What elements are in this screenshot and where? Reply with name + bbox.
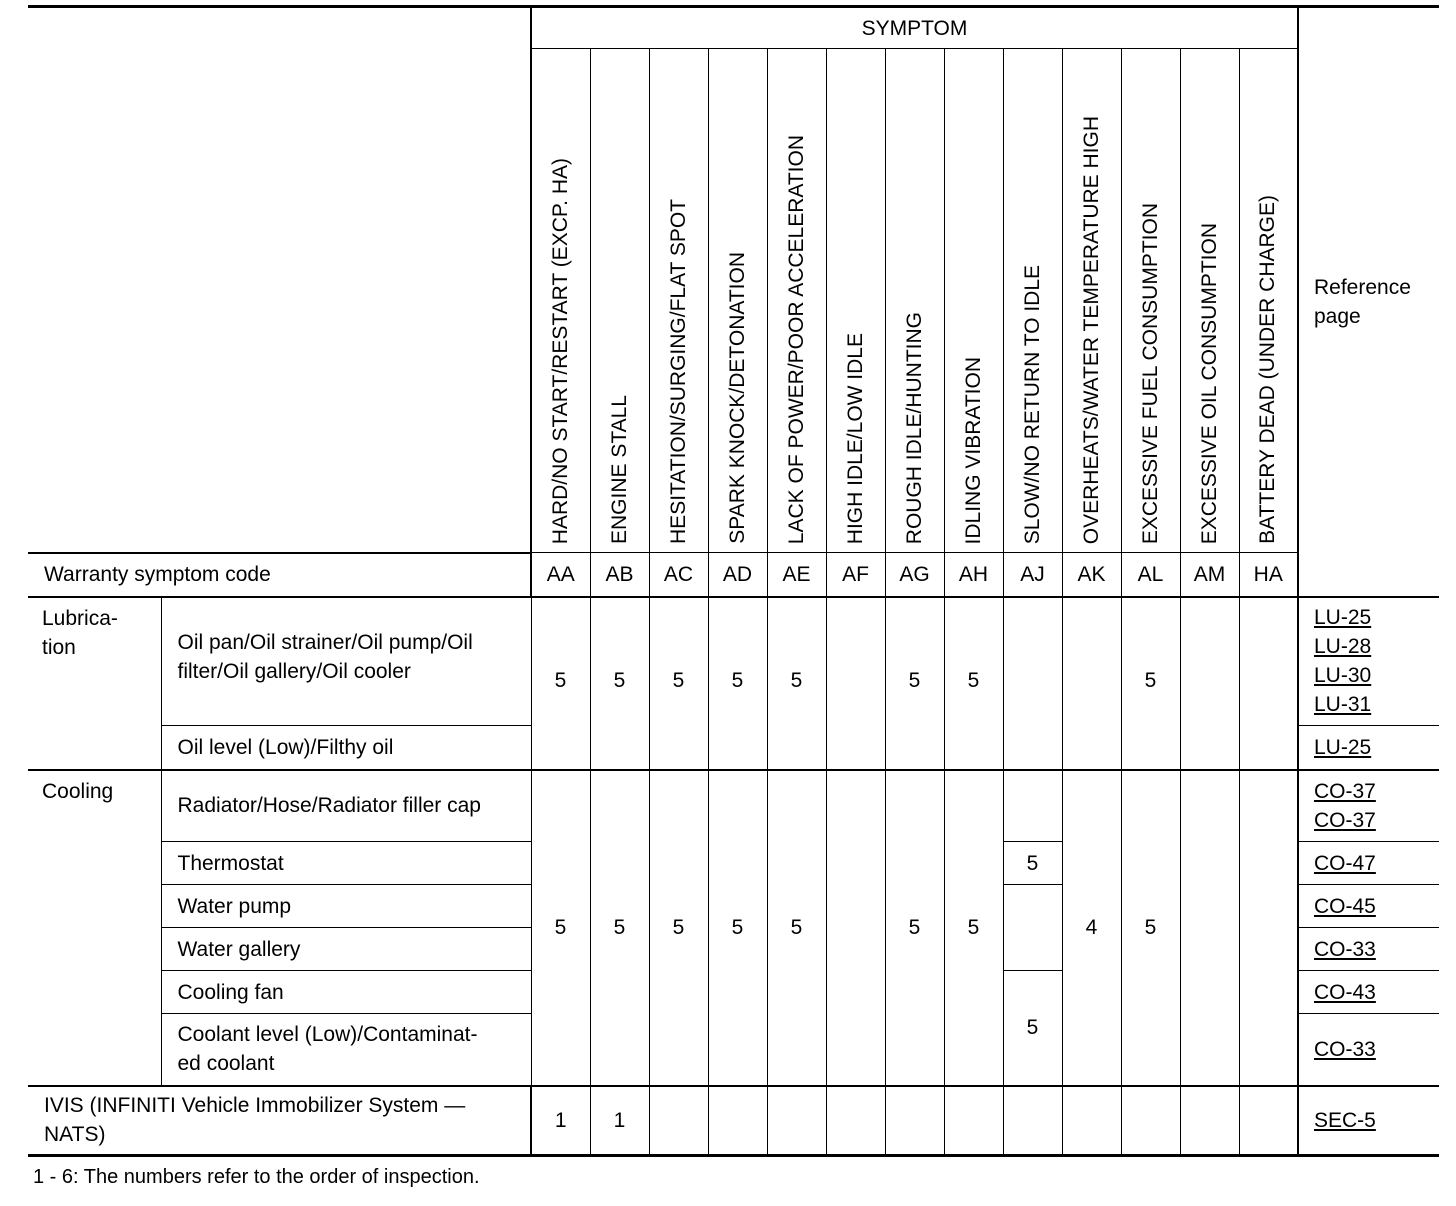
code-al: AL [1121, 553, 1180, 597]
symptom-col-af [826, 49, 885, 553]
symptom-col-am [1180, 49, 1239, 553]
ivis-value-ah [944, 1086, 1003, 1156]
lub-value-aa: 5 [531, 597, 590, 770]
ivis-value-ad [708, 1086, 767, 1156]
lub-value-af [826, 597, 885, 770]
reference-link[interactable]: LU-25 [1314, 735, 1372, 759]
ref-cooling-4 [1298, 971, 1439, 1014]
symptom-col-ak [1062, 49, 1121, 553]
reference-link[interactable]: LU-25 [1314, 606, 1372, 630]
symptom-name-lack-of-power-poor-acceleration: LACK OF POWER/POOR ACCELERATION [784, 134, 808, 544]
code-aj: AJ [1003, 553, 1062, 597]
code-af: AF [826, 553, 885, 597]
symptom-name-high-idle-low-idle: HIGH IDLE/LOW IDLE [843, 332, 867, 544]
symptom-col-ae [767, 49, 826, 553]
code-ha: HA [1239, 553, 1298, 597]
reference-link[interactable]: LU-28 [1314, 635, 1372, 659]
symptom-col-ah [944, 49, 1003, 553]
reference-link[interactable]: LU-31 [1314, 693, 1372, 717]
reference-link[interactable]: CO-43 [1314, 980, 1376, 1004]
symptom-col-ha [1239, 49, 1298, 553]
ref-cooling-3 [1298, 928, 1439, 971]
ivis-value-ae [767, 1086, 826, 1156]
reference-link[interactable]: CO-33 [1314, 1037, 1376, 1061]
category-cooling: Cooling [28, 770, 161, 1086]
lub-value-ae: 5 [767, 597, 826, 770]
cool-value-am [1180, 770, 1239, 1086]
cool-value-ah: 5 [944, 770, 1003, 1086]
symptom-col-ab [590, 49, 649, 553]
ref-oil-level [1298, 726, 1439, 770]
symptom-name-slow-no-return-to-idle: SLOW/NO RETURN TO IDLE [1020, 264, 1044, 544]
symptom-name-excessive-fuel-consumption: EXCESSIVE FUEL CONSUMPTION [1138, 202, 1162, 544]
code-ak: AK [1062, 553, 1121, 597]
symptom-col-ad [708, 49, 767, 553]
cool-value-ac: 5 [649, 770, 708, 1086]
ivis-value-ac [649, 1086, 708, 1156]
cool-value-aj-blank1 [1003, 770, 1062, 842]
item-radiator-hose-cap: Radiator/Hose/Radiator filler cap [161, 770, 531, 842]
symptom-name-engine-stall: ENGINE STALL [607, 395, 631, 544]
item-ivis: IVIS (INFINITI Vehicle Immobilizer System — NATS) [28, 1086, 531, 1156]
code-ah: AH [944, 553, 1003, 597]
reference-link[interactable]: SEC-5 [1314, 1108, 1376, 1132]
ivis-value-al [1121, 1086, 1180, 1156]
code-ae: AE [767, 553, 826, 597]
code-ac: AC [649, 553, 708, 597]
lub-value-am [1180, 597, 1239, 770]
cool-value-ak: 4 [1062, 770, 1121, 1086]
cool-value-aj-thermostat: 5 [1003, 842, 1062, 885]
cool-value-aj-fan-coolant: 5 [1003, 971, 1062, 1086]
ivis-value-af [826, 1086, 885, 1156]
symptom-table [28, 5, 1439, 1157]
lub-value-ab: 5 [590, 597, 649, 770]
cool-value-ae: 5 [767, 770, 826, 1086]
ivis-value-ag [885, 1086, 944, 1156]
cool-value-al: 5 [1121, 770, 1180, 1086]
symptom-col-al [1121, 49, 1180, 553]
symptom-name-rough-idle-hunting: ROUGH IDLE/HUNTING [902, 311, 926, 544]
reference-link[interactable]: CO-33 [1314, 937, 1376, 961]
ivis-value-aj [1003, 1086, 1062, 1156]
code-aa: AA [531, 553, 590, 597]
code-ag: AG [885, 553, 944, 597]
cool-value-ab: 5 [590, 770, 649, 1086]
item-oil-level: Oil level (Low)/Filthy oil [161, 726, 531, 770]
item-water-gallery: Water gallery [161, 928, 531, 971]
reference-link[interactable]: CO-37 [1314, 808, 1376, 832]
cool-value-aj-blank2 [1003, 885, 1062, 971]
category-lubrication: Lubrica- tion [28, 597, 161, 770]
code-ab: AB [590, 553, 649, 597]
reference-link[interactable]: CO-37 [1314, 779, 1376, 803]
reference-link[interactable]: CO-47 [1314, 851, 1376, 875]
ivis-value-am [1180, 1086, 1239, 1156]
cool-value-ag: 5 [885, 770, 944, 1086]
symptom-name-hesitation-surging-flat-spot: HESITATION/SURGING/FLAT SPOT [666, 199, 690, 544]
ref-cooling-5 [1298, 1014, 1439, 1086]
lub-value-al: 5 [1121, 597, 1180, 770]
ref-cooling-2 [1298, 885, 1439, 928]
symptom-name-overheats-water-temperature-high: OVERHEATS/WATER TEMPERATURE HIGH [1079, 115, 1103, 544]
ivis-value-aa: 1 [531, 1086, 590, 1156]
warranty-symptom-code-label: Warranty symptom code [28, 553, 531, 597]
footnote: 1 - 6: The numbers refer to the order of inspection. [33, 1166, 480, 1188]
cool-value-af [826, 770, 885, 1086]
blank-header-cell [28, 7, 531, 553]
cool-value-ha [1239, 770, 1298, 1086]
item-oil-pan-strainer-pump: Oil pan/Oil strainer/Oil pump/Oil filter/Oil gallery/Oil cooler [161, 597, 531, 726]
cool-value-ad: 5 [708, 770, 767, 1086]
reference-page-header: Reference page [1298, 7, 1439, 597]
ref-oil-pan [1298, 597, 1439, 726]
symptom-col-aj [1003, 49, 1062, 553]
item-thermostat: Thermostat [161, 842, 531, 885]
item-water-pump: Water pump [161, 885, 531, 928]
ref-ivis [1298, 1086, 1439, 1156]
reference-link[interactable]: LU-30 [1314, 664, 1372, 688]
code-ad: AD [708, 553, 767, 597]
symptom-name-hard-no-start-restart-excp-ha: HARD/NO START/RESTART (EXCP. HA) [548, 157, 572, 544]
ivis-value-ab: 1 [590, 1086, 649, 1156]
ref-cooling-1 [1298, 842, 1439, 885]
ref-cooling-0 [1298, 770, 1439, 842]
lub-value-ah: 5 [944, 597, 1003, 770]
lub-value-ak [1062, 597, 1121, 770]
lub-value-ha [1239, 597, 1298, 770]
symptom-name-excessive-oil-consumption: EXCESSIVE OIL CONSUMPTION [1197, 222, 1221, 544]
lub-value-ac: 5 [649, 597, 708, 770]
item-cooling-fan: Cooling fan [161, 971, 531, 1014]
ivis-value-ha [1239, 1086, 1298, 1156]
symptom-header: SYMPTOM [531, 7, 1298, 49]
lub-value-aj [1003, 597, 1062, 770]
cool-value-aa: 5 [531, 770, 590, 1086]
code-am: AM [1180, 553, 1239, 597]
symptom-col-aa [531, 49, 590, 553]
lub-value-ag: 5 [885, 597, 944, 770]
symptom-col-ac [649, 49, 708, 553]
symptom-name-spark-knock-detonation: SPARK KNOCK/DETONATION [725, 252, 749, 544]
lub-value-ad: 5 [708, 597, 767, 770]
reference-link[interactable]: CO-45 [1314, 894, 1376, 918]
item-coolant-level: Coolant level (Low)/Contaminat- ed coolant [161, 1014, 531, 1086]
ivis-value-ak [1062, 1086, 1121, 1156]
symptom-name-idling-vibration: IDLING VIBRATION [961, 356, 985, 544]
symptom-name-battery-dead-under-charge: BATTERY DEAD (UNDER CHARGE) [1256, 195, 1280, 544]
symptom-col-ag [885, 49, 944, 553]
